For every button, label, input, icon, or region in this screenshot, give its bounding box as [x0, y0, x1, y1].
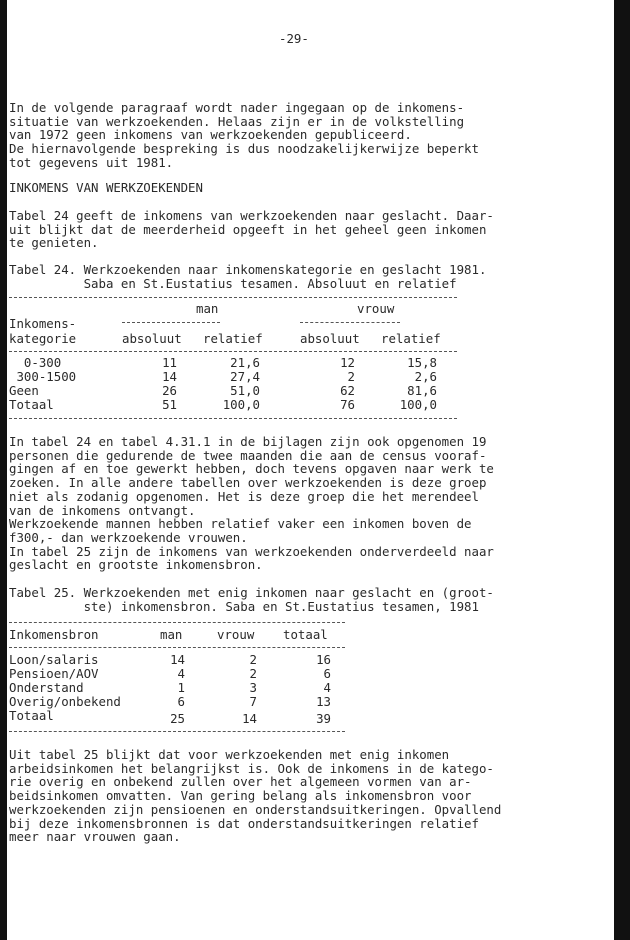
- text-line: werkzoekenden zijn pensioenen en onderstandsuitkeringen. Opvallend: [9, 801, 502, 817]
- text-line: Tabel 24 geeft de inkomens van werkzoekenden naar geslacht. Daar-: [9, 208, 494, 223]
- table24-row-header: Inkomens-: [9, 316, 77, 331]
- table24-col-header: relatief: [381, 331, 441, 346]
- table24-cell: 100,0: [222, 397, 260, 412]
- text-line: tot gegevens uit 1981.: [9, 154, 174, 170]
- table24-cell: 51,0: [230, 383, 260, 398]
- caption-line: Tabel 24. Werkzoekenden naar inkomenskategorie en geslacht 1981.: [9, 262, 487, 277]
- table25-row-label: Totaal: [9, 708, 54, 723]
- table25-caption: [9, 586, 494, 613]
- divider: [9, 351, 457, 352]
- table24-cell: 12: [340, 355, 355, 370]
- text-line: personen die gedurende de twee maanden die aan de census vooraf-: [9, 447, 487, 463]
- caption-line: Tabel 25. Werkzoekenden met enig inkomen naar geslacht en (groot-: [9, 585, 494, 600]
- table24-row-header: kategorie: [9, 331, 77, 346]
- table24-col-header: absoluut: [300, 331, 360, 346]
- table25-row-label: Loon/salaris: [9, 652, 99, 667]
- table25-cell: 1: [177, 680, 185, 695]
- text-line: te genieten.: [9, 235, 99, 251]
- paragraph-table24-intro: [9, 209, 494, 250]
- text-line: van 1972 geen inkomens van werkzoekenden gepubliceerd.: [9, 127, 412, 143]
- table25-row-label: Overig/onbekend: [9, 694, 121, 709]
- table24-row-label: 300-1500: [9, 369, 77, 384]
- scan-edge-right: [614, 0, 630, 940]
- text-line: zoeken. In alle andere tabellen over werkzoekenden is deze groep: [9, 475, 487, 491]
- text-line: niet als zodanig opgenomen. Het is deze groep die het merendeel: [9, 488, 479, 504]
- table25-cell: 7: [249, 694, 257, 709]
- table25-cell: 4: [323, 680, 331, 695]
- table24-cell: 27,4: [230, 369, 260, 384]
- paragraph-table24-notes: [9, 435, 494, 572]
- text-line: geslacht en grootste inkomensbron.: [9, 557, 263, 573]
- table25-cell: 6: [177, 694, 185, 709]
- text-line: beidsinkomen omvatten. Van gering belang als inkomensbron voor: [9, 788, 472, 804]
- paragraph-intro: [9, 101, 479, 170]
- table25-row-label: Pensioen/AOV: [9, 666, 99, 681]
- table25-cell: 6: [323, 666, 331, 681]
- table24-cell: 11: [162, 355, 177, 370]
- text-line: In tabel 24 en tabel 4.31.1 in de bijlagen zijn ook opgenomen 19: [9, 434, 487, 449]
- table25-cell: 25: [170, 711, 185, 726]
- table24-cell: 14: [162, 369, 177, 384]
- divider: [9, 622, 345, 623]
- table25-col-header: man: [160, 627, 183, 642]
- table25-row-label: Onderstand: [9, 680, 84, 695]
- table24-group-man: man: [196, 301, 219, 316]
- table25-cell: 2: [249, 666, 257, 681]
- text-line: arbeidsinkomen het belangrijkst is. Ook de inkomens in de katego-: [9, 760, 494, 776]
- table24-cell: 100,0: [399, 397, 437, 412]
- table24-cell: 62: [340, 383, 355, 398]
- scan-edge-left: [0, 0, 7, 940]
- text-line: uit blijkt dat de meerderheid opgeeft in het geheel geen inkomen: [9, 221, 487, 237]
- table24-row-label: Geen: [9, 383, 39, 398]
- table24-col-header: relatief: [203, 331, 263, 346]
- table24-group-vrouw: vrouw: [357, 301, 395, 316]
- table24-cell: 21,6: [230, 355, 260, 370]
- caption-line: ste) inkomensbron. Saba en St.Eustatius tesamen, 1981: [9, 598, 479, 614]
- table24-row-label: 0-300: [9, 355, 62, 370]
- divider: [9, 297, 457, 298]
- divider: [122, 322, 220, 323]
- text-line: In de volgende paragraaf wordt nader ingegaan op de inkomens-: [9, 100, 465, 115]
- text-line: bij deze inkomensbronnen is dat onderstandsuitkeringen relatief: [9, 815, 479, 831]
- table24-cell: 76: [340, 397, 355, 412]
- table24-col-header: absoluut: [122, 331, 182, 346]
- table24-cell: 51: [162, 397, 177, 412]
- caption-line: Saba en St.Eustatius tesamen. Absoluut en relatief: [9, 275, 457, 291]
- table24-row-label: Totaal: [9, 397, 54, 412]
- paragraph-table25-notes: [9, 748, 501, 844]
- section-heading: INKOMENS VAN WERKZOEKENDEN: [9, 180, 203, 195]
- text-line: situatie van werkzoekenden. Helaas zijn er in de volkstelling: [9, 113, 465, 129]
- table24-cell: 15,8: [407, 355, 437, 370]
- table25-cell: 14: [170, 652, 185, 667]
- table25-cell: 14: [242, 711, 257, 726]
- table24-cell: 2: [347, 369, 355, 384]
- text-line: rie overig en onbekend zullen over het algemeen vormen van ar-: [9, 774, 472, 790]
- divider: [9, 418, 457, 419]
- table25-cell: 16: [316, 652, 331, 667]
- table24-cell: 81,6: [407, 383, 437, 398]
- text-line: f300,- dan werkzoekende vrouwen.: [9, 529, 248, 545]
- table25-col-header: vrouw: [217, 627, 255, 642]
- table25-col-header: totaal: [283, 627, 328, 642]
- text-line: meer naar vrouwen gaan.: [9, 829, 181, 845]
- table24-caption: [9, 263, 486, 290]
- text-line: In tabel 25 zijn de inkomens van werkzoekenden onderverdeeld naar: [9, 543, 494, 559]
- page-number: -29-: [279, 31, 309, 46]
- table25-cell: 3: [249, 680, 257, 695]
- text-line: De hiernavolgende bespreking is dus noodzakelijkerwijze beperkt: [9, 141, 479, 157]
- table25-cell: 39: [316, 711, 331, 726]
- table24-cell: 2,6: [414, 369, 437, 384]
- table24-cell: 26: [162, 383, 177, 398]
- table25-col-header: Inkomensbron: [9, 627, 99, 642]
- table25-cell: 13: [316, 694, 331, 709]
- divider: [300, 322, 400, 323]
- divider: [9, 647, 345, 648]
- text-line: Uit tabel 25 blijkt dat voor werkzoekenden met enig inkomen: [9, 747, 450, 762]
- table25-cell: 2: [249, 652, 257, 667]
- divider: [9, 731, 345, 732]
- text-line: Werkzoekende mannen hebben relatief vaker een inkomen boven de: [9, 516, 472, 532]
- table25-cell: 4: [177, 666, 185, 681]
- text-line: van de inkomens ontvangt.: [9, 502, 196, 518]
- text-line: gingen af en toe gewerkt hebben, doch tevens opgaven naar werk te: [9, 461, 494, 477]
